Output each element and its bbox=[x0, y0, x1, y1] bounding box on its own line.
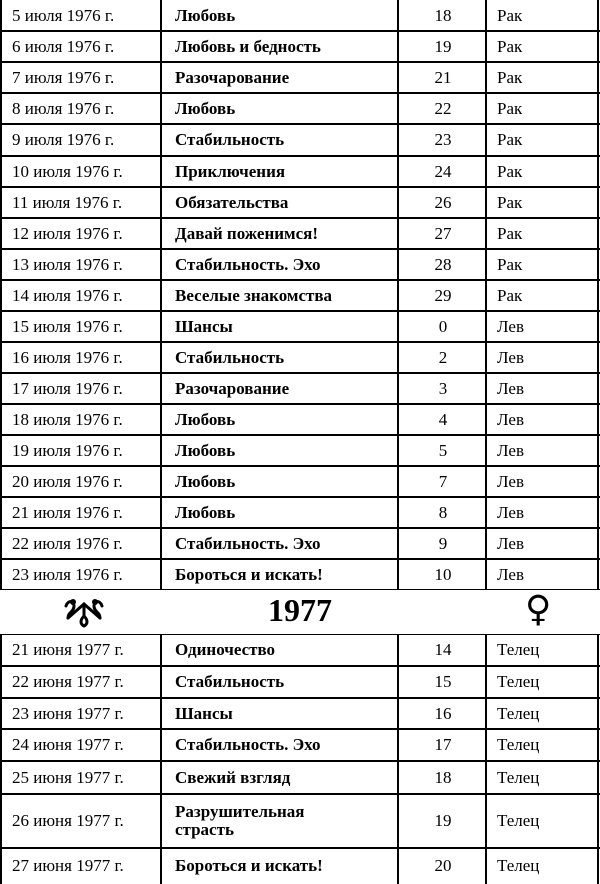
title-cell: Стабильность bbox=[175, 347, 285, 367]
table-row bbox=[0, 794, 600, 848]
date-cell: 7 июля 1976 г. bbox=[12, 67, 115, 87]
date-cell: 15 июля 1976 г. bbox=[12, 316, 123, 336]
title-cell: Любовь bbox=[175, 502, 236, 522]
title-cell: Стабильность bbox=[175, 672, 285, 691]
title-cell: Стабильность bbox=[175, 130, 285, 149]
number-cell: 16 bbox=[434, 703, 452, 723]
sign-cell: Лев bbox=[497, 533, 524, 553]
date-cell: 16 июля 1976 г. bbox=[12, 347, 123, 367]
title-cell: Разрушительная страсть bbox=[175, 802, 305, 839]
venus-symbol-icon: ♀ bbox=[525, 589, 552, 630]
number-cell: 2 bbox=[438, 347, 448, 367]
table-row bbox=[0, 280, 600, 311]
title-cell: Любовь bbox=[175, 98, 236, 118]
sign-cell: Лев bbox=[497, 409, 524, 429]
year-band bbox=[0, 590, 600, 634]
title-cell: Одиночество bbox=[175, 640, 276, 659]
date-cell: 6 июля 1976 г. bbox=[12, 36, 115, 56]
date-cell: 26 июня 1977 г. bbox=[12, 811, 124, 830]
table-row bbox=[0, 848, 600, 884]
date-cell: 5 июля 1976 г. bbox=[12, 5, 115, 25]
table-row bbox=[0, 497, 600, 528]
sign-cell: Лев bbox=[497, 316, 524, 336]
title-cell: Любовь bbox=[175, 5, 236, 25]
sign-cell: Телец bbox=[497, 735, 540, 754]
date-cell: 12 июля 1976 г. bbox=[12, 223, 123, 243]
number-cell: 7 bbox=[438, 471, 448, 491]
number-cell: 20 bbox=[434, 856, 452, 875]
number-cell: 29 bbox=[434, 285, 452, 305]
title-cell: Шансы bbox=[175, 316, 233, 336]
title-cell: Веселые знакомства bbox=[175, 285, 333, 305]
sign-cell: Телец bbox=[497, 856, 540, 875]
sign-cell: Телец bbox=[497, 811, 540, 830]
title-cell: Свежий взгляд bbox=[175, 767, 291, 787]
table-row bbox=[0, 156, 600, 187]
number-cell: 0 bbox=[438, 316, 448, 336]
table-row bbox=[0, 666, 600, 698]
table-row bbox=[0, 249, 600, 280]
date-cell: 18 июля 1976 г. bbox=[12, 409, 123, 429]
table-row bbox=[0, 342, 600, 373]
sign-cell: Рак bbox=[497, 130, 523, 149]
table-row bbox=[0, 0, 600, 31]
title-cell: Разочарование bbox=[175, 378, 290, 398]
title-cell: Любовь bbox=[175, 471, 236, 491]
sign-cell: Лев bbox=[497, 440, 524, 460]
date-cell: 10 июля 1976 г. bbox=[12, 161, 123, 181]
title-cell: Любовь bbox=[175, 440, 236, 460]
sign-cell: Рак bbox=[497, 254, 523, 274]
date-cell: 21 июля 1976 г. bbox=[12, 502, 123, 522]
number-cell: 27 bbox=[434, 223, 452, 243]
table-row bbox=[0, 124, 600, 156]
title-cell: Давай поженимся! bbox=[175, 223, 319, 243]
number-cell: 23 bbox=[434, 130, 452, 149]
table-row bbox=[0, 466, 600, 497]
title-cell: Разочарование bbox=[175, 67, 290, 87]
year-heading: 1977 bbox=[268, 592, 332, 628]
table-row bbox=[0, 761, 600, 794]
table-row bbox=[0, 62, 600, 93]
table-row bbox=[0, 634, 600, 666]
table-row bbox=[0, 187, 600, 218]
date-cell: 13 июля 1976 г. bbox=[12, 254, 123, 274]
number-cell: 19 bbox=[434, 36, 452, 56]
title-cell: Приключения bbox=[175, 161, 286, 181]
sign-cell: Лев bbox=[497, 347, 524, 367]
title-cell: Стабильность. Эхо bbox=[175, 254, 321, 274]
sign-cell: Телец bbox=[497, 767, 540, 787]
number-cell: 15 bbox=[434, 672, 452, 691]
number-cell: 5 bbox=[438, 440, 448, 460]
number-cell: 18 bbox=[434, 767, 452, 787]
date-cell: 23 июля 1976 г. bbox=[12, 564, 123, 584]
sign-cell: Рак bbox=[497, 161, 523, 181]
title-cell: Обязательства bbox=[175, 192, 289, 212]
number-cell: 19 bbox=[434, 811, 452, 830]
date-cell: 9 июля 1976 г. bbox=[12, 130, 115, 149]
number-cell: 14 bbox=[434, 640, 452, 659]
table-row bbox=[0, 559, 600, 590]
table-row bbox=[0, 404, 600, 435]
title-cell: Бороться и искать! bbox=[175, 564, 323, 584]
date-cell: 22 июня 1977 г. bbox=[12, 672, 124, 691]
date-cell: 11 июля 1976 г. bbox=[12, 192, 123, 212]
number-cell: 8 bbox=[438, 502, 448, 522]
number-cell: 17 bbox=[434, 735, 452, 754]
title-cell: Бороться и искать! bbox=[175, 856, 323, 875]
number-cell: 9 bbox=[438, 533, 448, 553]
number-cell: 18 bbox=[434, 5, 452, 25]
sign-cell: Лев bbox=[497, 378, 524, 398]
number-cell: 3 bbox=[438, 378, 448, 398]
table-row bbox=[0, 31, 600, 62]
title-cell: Любовь bbox=[175, 409, 236, 429]
table-row bbox=[0, 373, 600, 404]
table-row bbox=[0, 528, 600, 559]
sign-cell: Телец bbox=[497, 640, 540, 659]
sign-cell: Рак bbox=[497, 5, 523, 25]
sign-cell: Рак bbox=[497, 223, 523, 243]
date-cell: 25 июня 1977 г. bbox=[12, 767, 124, 787]
date-cell: 24 июня 1977 г. bbox=[12, 735, 124, 754]
number-cell: 28 bbox=[434, 254, 452, 274]
title-cell: Любовь и бедность bbox=[175, 36, 321, 56]
table-row bbox=[0, 311, 600, 342]
table-row bbox=[0, 435, 600, 466]
sign-cell: Телец bbox=[497, 672, 540, 691]
sign-cell: Рак bbox=[497, 67, 523, 87]
date-cell: 20 июля 1976 г. bbox=[12, 471, 123, 491]
number-cell: 4 bbox=[438, 409, 448, 429]
date-cell: 17 июля 1976 г. bbox=[12, 378, 123, 398]
sign-cell: Лев bbox=[497, 502, 524, 522]
number-cell: 22 bbox=[434, 98, 452, 118]
date-cell: 14 июля 1976 г. bbox=[12, 285, 123, 305]
sign-cell: Рак bbox=[497, 285, 523, 305]
table-row bbox=[0, 93, 600, 124]
number-cell: 21 bbox=[434, 67, 452, 87]
title-cell: Стабильность. Эхо bbox=[175, 533, 321, 553]
number-cell: 24 bbox=[434, 161, 452, 181]
title-cell: Стабильность. Эхо bbox=[175, 735, 321, 754]
table-row bbox=[0, 729, 600, 761]
date-cell: 8 июля 1976 г. bbox=[12, 98, 115, 118]
sign-cell: Рак bbox=[497, 98, 523, 118]
date-cell: 22 июля 1976 г. bbox=[12, 533, 123, 553]
date-cell: 27 июня 1977 г. bbox=[12, 856, 124, 875]
sign-cell: Рак bbox=[497, 36, 523, 56]
date-cell: 23 июня 1977 г. bbox=[12, 703, 124, 723]
date-cell: 21 июня 1977 г. bbox=[12, 640, 124, 659]
table-row bbox=[0, 218, 600, 249]
number-cell: 10 bbox=[434, 564, 452, 584]
date-cell: 19 июля 1976 г. bbox=[12, 440, 123, 460]
sign-cell: Лев bbox=[497, 564, 524, 584]
title-cell: Шансы bbox=[175, 703, 233, 723]
sign-cell: Рак bbox=[497, 192, 523, 212]
sign-cell: Телец bbox=[497, 703, 540, 723]
number-cell: 26 bbox=[434, 192, 452, 212]
sign-cell: Лев bbox=[497, 471, 524, 491]
table-row bbox=[0, 698, 600, 729]
